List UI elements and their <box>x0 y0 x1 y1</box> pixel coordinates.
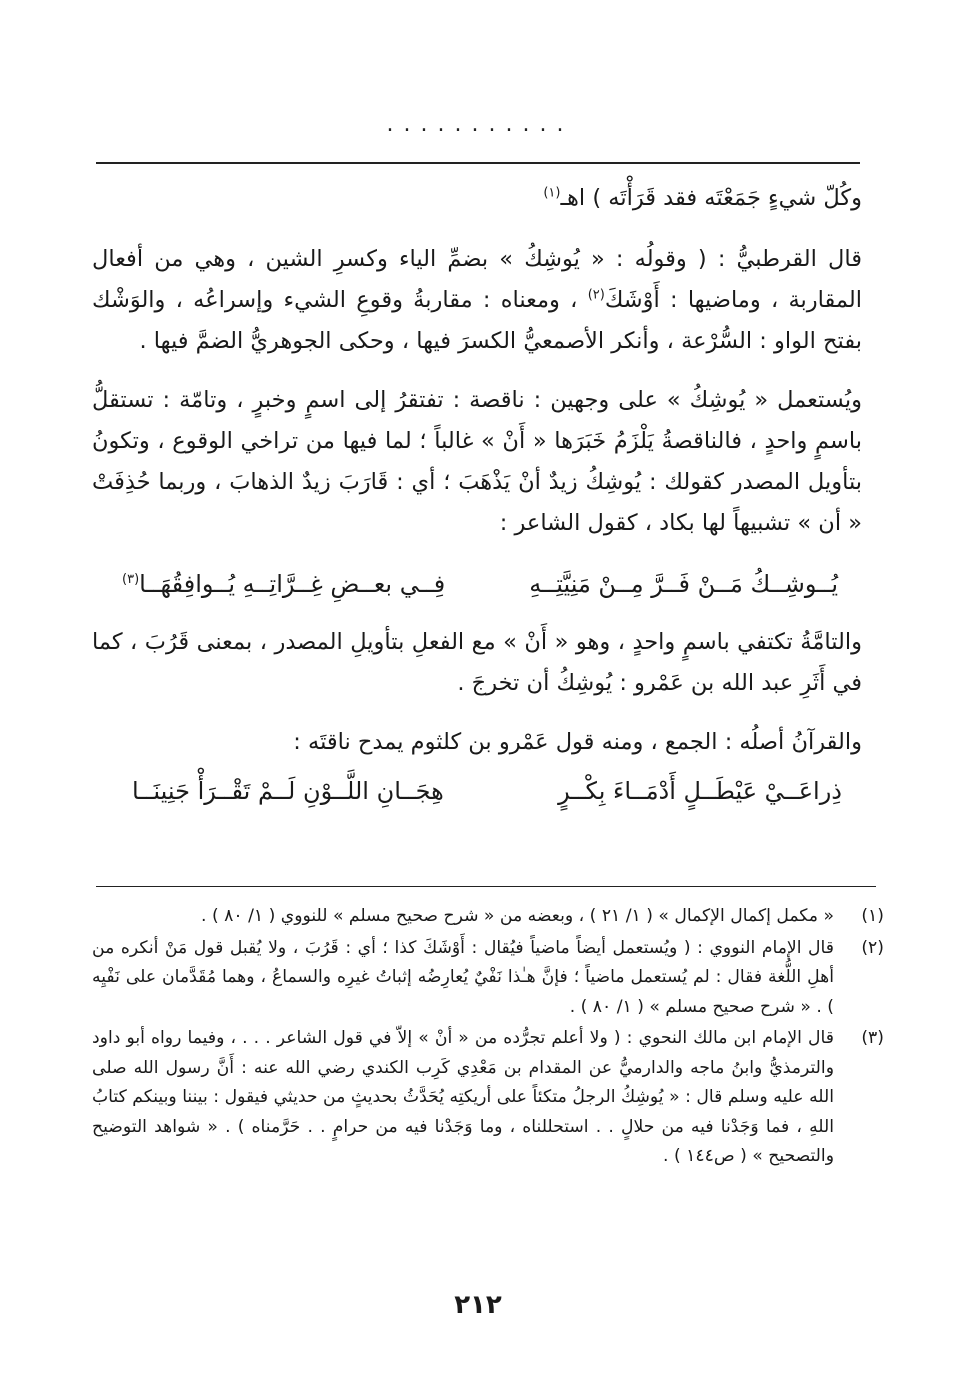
paragraph-text: والقرآنُ أصلُه : الجمع ، ومنه قول عَمْرو بن كلثوم يمدح ناقتَه : <box>293 729 862 755</box>
paragraph-text: وكُلّ شيءٍ جَمَعْتَه فقد قَرَأْتَه ) اهـ <box>560 185 862 211</box>
header-rule <box>96 162 860 164</box>
footnote-text: قال الإمام النووي : ( ويُستعمل أيضاً ماضياً فيُقال : أَوْشَكَ كذا ؛ أي : قَرُبَ ، ولا يُقبل قول مَنْ أنكره من أهلِ اللُّغة فقال : لم يُستعمل ماضياً ؛ فإنَّ هـٰذا نَفْيٌ يُعارِضُه إثباتُ غيرِه والسماعُ ، وهما مُقَدَّمان على نَفْيِه ) . « شرح صحيح مسلم » ( ١/ ٨٠ ) . <box>92 937 834 1017</box>
main-text <box>92 178 862 813</box>
footnote-number: (٣) <box>861 1028 884 1048</box>
page-number: ٢١٢ <box>454 1290 502 1320</box>
footnote-2 <box>92 934 884 1023</box>
footnote-number: (١) <box>861 906 884 926</box>
header-dotted-line: ........... <box>386 112 574 137</box>
poetry-verse-2 <box>92 769 862 813</box>
paragraph-complete-form <box>92 622 862 704</box>
verse-hemistich-second: هِجَــانِ اللَّــوْنِ لَــمْ تَقْــرَأْ جَنِينَــا <box>132 777 444 805</box>
footnote-ref: (٣) <box>122 572 140 587</box>
paragraph-text: قال القرطبيُّ : ( وقولُه : « يُوشِكُ » بضمِّ الياء وكسرِ الشين ، وهي من أفعال المقاربة ، وماضيها : أَوْشَكَ <box>92 246 862 313</box>
paragraph-text: ويُستعمل « يُوشِكُ » على وجهين : ناقصة : تفتقرُ إلى اسمٍ وخبرٍ ، وتامّة : تستقلُّ باسمٍ واحدٍ ، فالناقصةُ يَلْزَمُ خَبَرَها « أَنْ » غالباً ؛ لما فيها من تراخي الوقوع ، وتكونُ بتأويل المصدر كقولك : يُوشِكُ زيدٌ أنْ يَذْهَبَ ؛ أي : قَارَبَ زيدٌ الذهابَ ، وربما حُذِفَتْ « أن » تشبيهاً لها بكاد ، كقول الشاعر : <box>92 387 862 536</box>
footnote-ref: (٢) <box>587 287 605 303</box>
footnote-separator <box>96 886 876 887</box>
verse-hemistich-first: ذِراعَــيْ عَيْطَــلٍ أَدْمَــاءَ بِكْــرٍ <box>558 777 842 805</box>
verse-hemistich-first: يُــوشِــكُ مَــنْ فَــرَّ مِــنْ مَنِيَّتِــهِ <box>529 570 838 598</box>
paragraph-usage <box>92 380 862 544</box>
footnotes <box>92 902 884 1174</box>
paragraph-continuation <box>92 178 862 219</box>
paragraph-qurtubi <box>92 239 862 362</box>
footnote-1 <box>92 902 884 932</box>
footnote-3 <box>92 1024 884 1172</box>
footnote-text: قال الإمام ابن مالك النحوي : ( ولا أعلم تجرُّده من « أنْ » إلاّ في قول الشاعر . . . ، وفيما رواه أبو داود والترمذيُّ وابنُ ماجه والدارميُّ عن المقدام بن مَعْدِي كَرِب الكندي رضي الله عنه : أَنَّ رسول الله صلى الله عليه وسلم قال : « يُوشِكُ الرجلُ متكئاً على أريكتِه يُحَدَّثُ بحديثٍ من حديثي فيقول : بيننا وبينكم كتابُ اللهِ ، فما وَجَدْنا فيه من حلالٍ . . استحللناه ، وما وَجَدْنا فيه من حرامٍ . . حَرَّمناه ) . « شواهد التوضيح والتصحيح » ( ص١٤٤ ) . <box>92 1028 834 1166</box>
footnote-ref: (١) <box>543 185 561 201</box>
footnote-text: « مكمل إكمال الإكمال » ( ١/ ٢١ ) ، وبعضه من « شرح صحيح مسلم » للنووي ( ١/ ٨٠ ) . <box>201 906 834 926</box>
verse-hemistich-second: فِــي بعــضِ غِــرَّاتِــهِ يُــوافِقُهَــا$^{(٣)}$ <box>122 570 446 598</box>
footnote-number: (٢) <box>861 937 884 958</box>
paragraph-quran-meaning <box>92 722 862 763</box>
paragraph-text: ، ومعناه : مقاربةُ وقوعِ الشيء وإسراعُه ، والوَشْك بفتح الواو : السُّرْعة ، وأنكر الأصمعيُّ الكسرَ فيها ، وحكى الجوهريُّ الضمَّ فيها . <box>92 287 862 354</box>
paragraph-text: والتامَّةُ تكتفي باسمٍ واحدٍ ، وهو « أَنْ » مع الفعلِ بتأويلِ المصدر ، بمعنى قَرُبَ ، كما في أَثَرِ عبد الله بن عَمْرو : يُوشِكُ أن تخرجَ . <box>92 629 862 696</box>
poetry-verse-1 <box>92 562 862 606</box>
